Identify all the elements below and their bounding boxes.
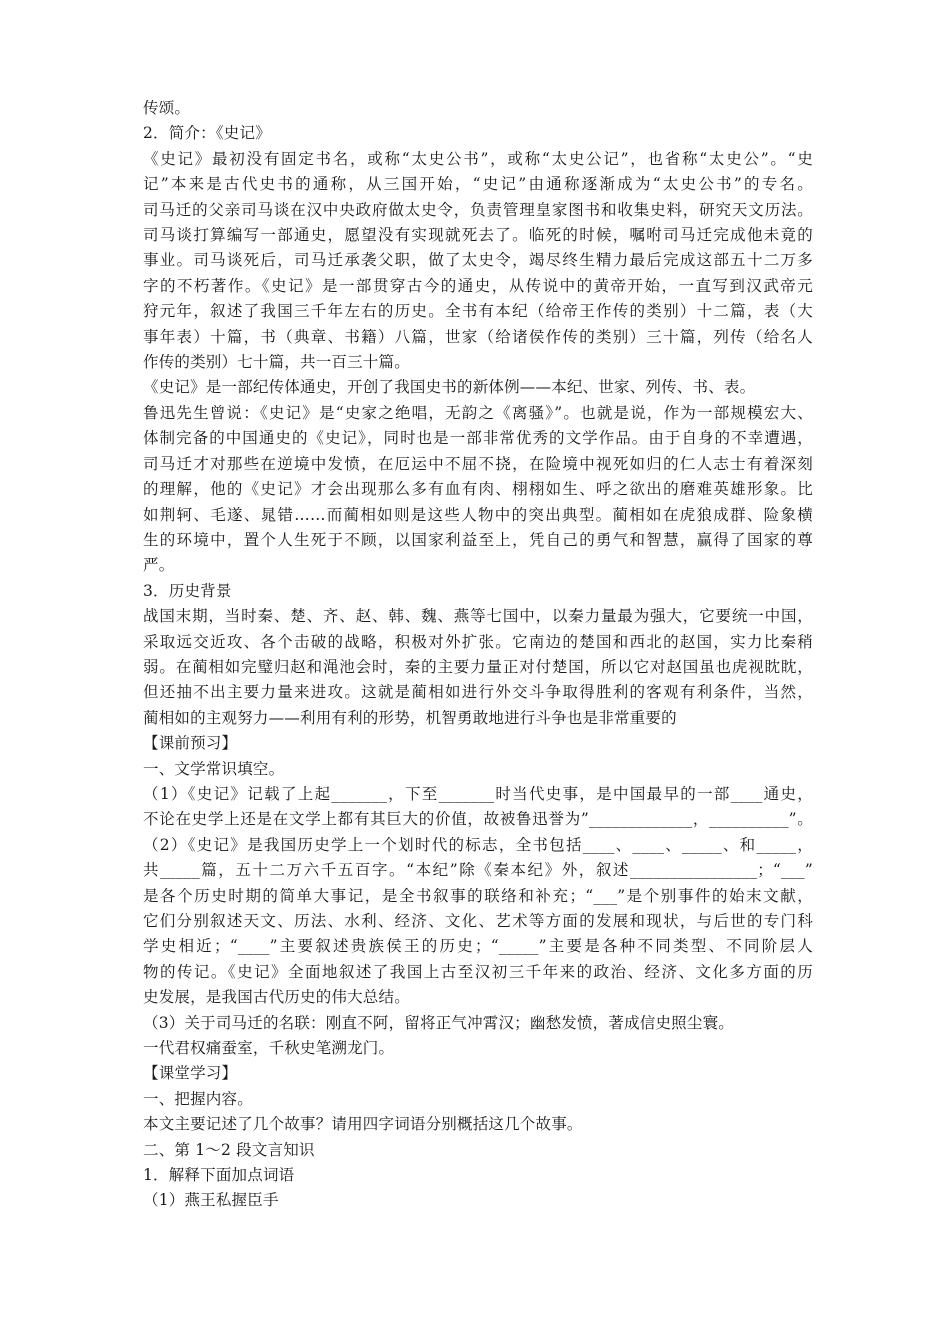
text-line: 体制完备的中国通史的《史记》，同时也是一部非常优秀的文学作品。由于自身的不幸遭遇， (143, 429, 813, 448)
text-line: 史发展，是我国古代历史的伟大总结。 (143, 988, 410, 1007)
fill-blank-line: 学史相近；“____”主要叙述贵族侯王的历史；“_____”主要是各种不同类型、不同阶层人 (143, 937, 813, 956)
text-line: 《史记》最初没有固定书名，或称“太史公书”，或称“太史公记”，也省称“太史公”。“史 (143, 149, 813, 168)
text-line: 的理解，他的《史记》才会出现那么多有血有肉、栩栩如生、呼之欲出的磨难英雄形象。比 (143, 480, 813, 499)
text-line: 狩元年，叙述了我国三千年左右的历史。全书有本纪（给帝王作传的类别）十二篇，表（大 (143, 302, 813, 321)
fill-blank-line: （2）《史记》是我国历史学上一个划时代的标志，全书包括____、____、_____、和_____， (143, 835, 813, 854)
text-line: 它们分别叙述天文、历法、水利、经济、文化、艺术等方面的发展和现状，与后世的专门科 (143, 912, 813, 930)
text-line: 记”本来是古代史书的通称，从三国开始，“史记”由通称逐渐成为“太史公书”的专名。 (143, 175, 813, 194)
text-line: 物的传记。《史记》全面地叙述了我国上古至汉初三千年来的政治、经济、文化多方面的历 (143, 962, 813, 981)
text-line: 生的环境中，置个人生死于不顾，以国家利益至上，凭自己的勇气和智慧，赢得了国家的尊 (143, 530, 813, 549)
text-line: 战国末期，当时秦、楚、齐、赵、韩、魏、燕等七国中，以秦力量最为强大，它要统一中国， (143, 607, 813, 626)
text-line: 字的不朽著作。《史记》是一部贯穿古今的通史，从传说中的黄帝开始，一直写到汉武帝元 (143, 276, 813, 295)
document-page (143, 96, 813, 1214)
fill-blank-line: 不论在史学上还是在文学上都有其巨大的价值，故被鲁迅誉为”_____________，__________”。 (143, 810, 813, 829)
fill-blank-line: 是各个历史时期的简单大事记，是全书叙事的联络和补充；“___”是个别事件的始末文献， (143, 886, 813, 905)
text-line: 《史记》是一部纪传体通史，开创了我国史书的新体例——本纪、世家、列传、书、表。 (143, 378, 756, 397)
question-heading: 一、文学常识填空。 (143, 759, 285, 778)
text-line: 作传的类别）七十篇，共一百三十篇。 (143, 353, 410, 372)
fill-blank-line: 共_____篇，五十二万六千五百字。“本纪”除《秦本纪》外，叙述________________；“___” (143, 861, 813, 880)
text-line: 如荆轲、毛遂、晁错……而蔺相如则是这些人物中的突出典型。蔺相如在虎狼成群、险象横 (143, 505, 813, 524)
text-line: 弱。在蔺相如完璧归赵和渑池会时，秦的主要力量正对付楚国，所以它对赵国虽也虎视眈眈， (143, 657, 813, 676)
text-line: 传颂。 (143, 99, 191, 117)
text-line: 蔺相如的主观努力——利用有利的形势，机智勇敢地进行斗争也是非常重要的 (143, 708, 677, 727)
text-line: 采取远交近攻、各个击破的战略，积极对外扩张。它南边的楚国和西北的赵国，实力比秦稍 (143, 632, 813, 651)
text-line: 本文主要记述了几个故事？请用四字词语分别概括这几个故事。 (143, 1115, 583, 1134)
text-line: 严。 (143, 556, 175, 575)
section-heading: 【课前预习】 (143, 734, 238, 753)
text-line: 一代君权痛蚕室，千秋史笔溯龙门。 (143, 1039, 395, 1058)
text-line: 事年表）十篇，书（典章、书籍）八篇，世家（给诸侯作传的类别）三十篇，列传（给名人 (143, 327, 813, 346)
question-heading: 一、把握内容。 (143, 1089, 253, 1108)
text-line: 司马迁才对那些在逆境中发愤，在厄运中不屈不挠，在险境中视死如归的仁人志士有着深刻 (143, 454, 813, 473)
section-heading: 2．简介：《史记》 (143, 124, 271, 143)
text-line: 事业。司马谈死后，司马迁承袭父职，做了太史令，竭尽终生精力最后完成这部五十二万多 (143, 251, 813, 270)
text-line: （3）关于司马迁的名联：刚直不阿，留将正气冲霄汉；幽愁发愤，著成信史照尘寰。 (143, 1013, 734, 1032)
fill-blank-line: （1）《史记》记载了上起_______，下至_______时当代史事，是中国最早的一部____通史， (143, 784, 813, 803)
question-heading: 二、第 1～2 段文言知识 (143, 1140, 315, 1159)
text-line: （1）燕王私握臣手 (143, 1191, 279, 1210)
text-line: 司马迁的父亲司马谈在汉中央政府做太史令，负责管理皇家图书和收集史料，研究天文历法。 (143, 200, 813, 219)
text-line: 司马谈打算编写一部通史，愿望没有实现就死去了。临死的时候，嘱咐司马迁完成他未竟的 (143, 226, 813, 245)
section-heading: 【课堂学习】 (143, 1064, 238, 1083)
text-line: 但还抽不出主要力量来进攻。这就是蔺相如进行外交斗争取得胜利的客观有利条件，当然， (143, 683, 813, 702)
section-heading: 3．历史背景 (143, 581, 232, 600)
text-line: 鲁迅先生曾说：《史记》是“史家之绝唱，无韵之《离骚》”。也就是说，作为一部规模宏大、 (143, 403, 813, 422)
question-heading: 1．解释下面加点词语 (143, 1166, 295, 1185)
